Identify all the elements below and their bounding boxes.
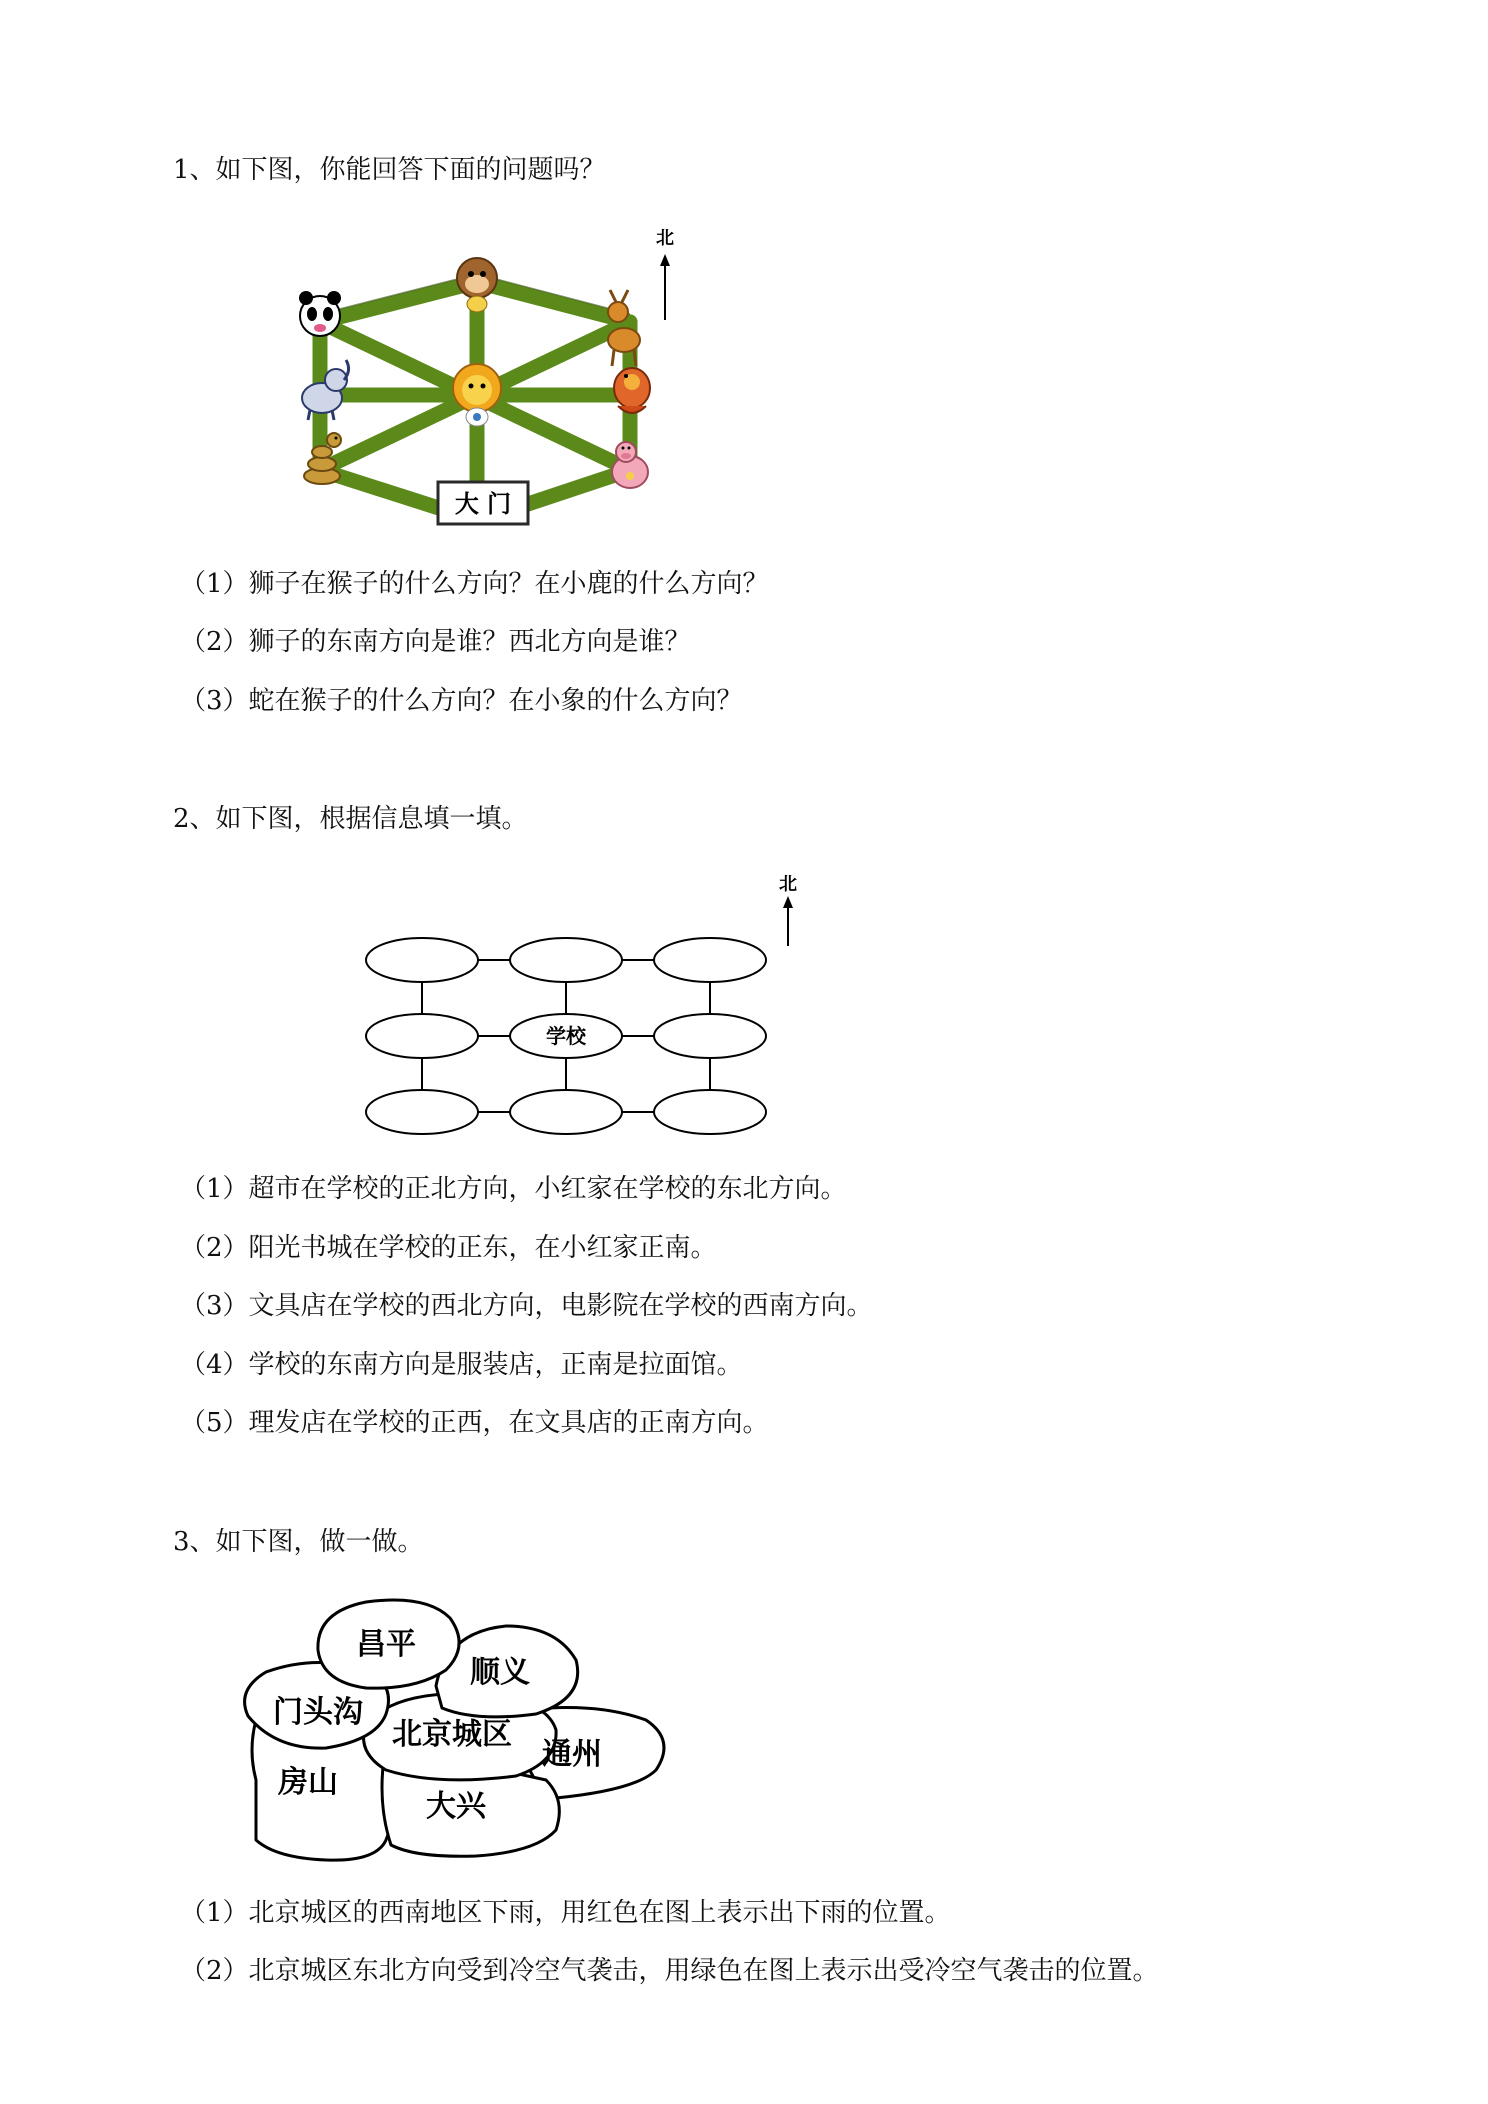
q2-cell-northwest[interactable]	[366, 938, 478, 982]
q2-cell-south[interactable]	[510, 1090, 622, 1134]
region-label-chengqu: 北京城区	[392, 1717, 512, 1752]
region-label-mentougou: 门头沟	[273, 1695, 363, 1730]
lion-icon	[453, 364, 501, 426]
fish-icon	[614, 368, 650, 413]
q2-cell-southwest[interactable]	[366, 1090, 478, 1134]
region-label-shunyi: 顺义	[470, 1655, 530, 1690]
q3-item-2: （2）北京城区东北方向受到冷空气袭击，用绿色在图上表示出受冷空气袭击的位置。	[180, 1956, 1159, 1986]
panda-icon	[299, 291, 341, 336]
q3-item-1: （1）北京城区的西南地区下雨，用红色在图上表示出下雨的位置。	[180, 1898, 951, 1928]
q2-school-label: 学校	[546, 1024, 586, 1048]
q1-title: 1、如下图，你能回答下面的问题吗？	[173, 155, 606, 185]
q2-item-2: （2）阳光书城在学校的正东，在小红家正南。	[180, 1233, 717, 1263]
q2-cell-north[interactable]	[510, 938, 622, 982]
q1-item-3: （3）蛇在猴子的什么方向？在小象的什么方向？	[180, 686, 743, 716]
q2-item-1: （1）超市在学校的正北方向，小红家在学校的东北方向。	[180, 1174, 847, 1204]
q3-title: 3、如下图，做一做。	[173, 1527, 424, 1557]
q1-gate-label: 大 门	[454, 490, 512, 518]
region-label-fangshan: 房山	[278, 1765, 338, 1800]
region-label-tongzhou: 通州	[542, 1737, 602, 1772]
q2-cell-east[interactable]	[654, 1014, 766, 1058]
q2-cell-southeast[interactable]	[654, 1090, 766, 1134]
monkey-icon	[457, 258, 497, 312]
pig-icon	[612, 442, 648, 488]
q1-zoo-map	[280, 220, 700, 540]
q2-item-5: （5）理发店在学校的正西，在文具店的正南方向。	[180, 1408, 769, 1438]
q2-cell-west[interactable]	[366, 1014, 478, 1058]
q1-item-1: （1）狮子在猴子的什么方向？在小鹿的什么方向？	[180, 569, 769, 599]
q2-item-4: （4）学校的东南方向是服装店，正南是拉面馆。	[180, 1350, 743, 1380]
region-label-changping: 昌平	[356, 1627, 416, 1662]
q2-item-3: （3）文具店在学校的西北方向，电影院在学校的西南方向。	[180, 1291, 873, 1321]
q1-item-2: （2）狮子的东南方向是谁？西北方向是谁？	[180, 627, 691, 657]
q2-title: 2、如下图，根据信息填一填。	[173, 804, 528, 834]
q3-beijing-map	[236, 1590, 676, 1880]
q2-grid-diagram	[360, 868, 800, 1148]
region-label-daxing: 大兴	[426, 1789, 486, 1824]
q1-north-label: 北	[656, 228, 674, 249]
q2-cell-northeast[interactable]	[654, 938, 766, 982]
q2-north-label: 北	[779, 874, 797, 895]
